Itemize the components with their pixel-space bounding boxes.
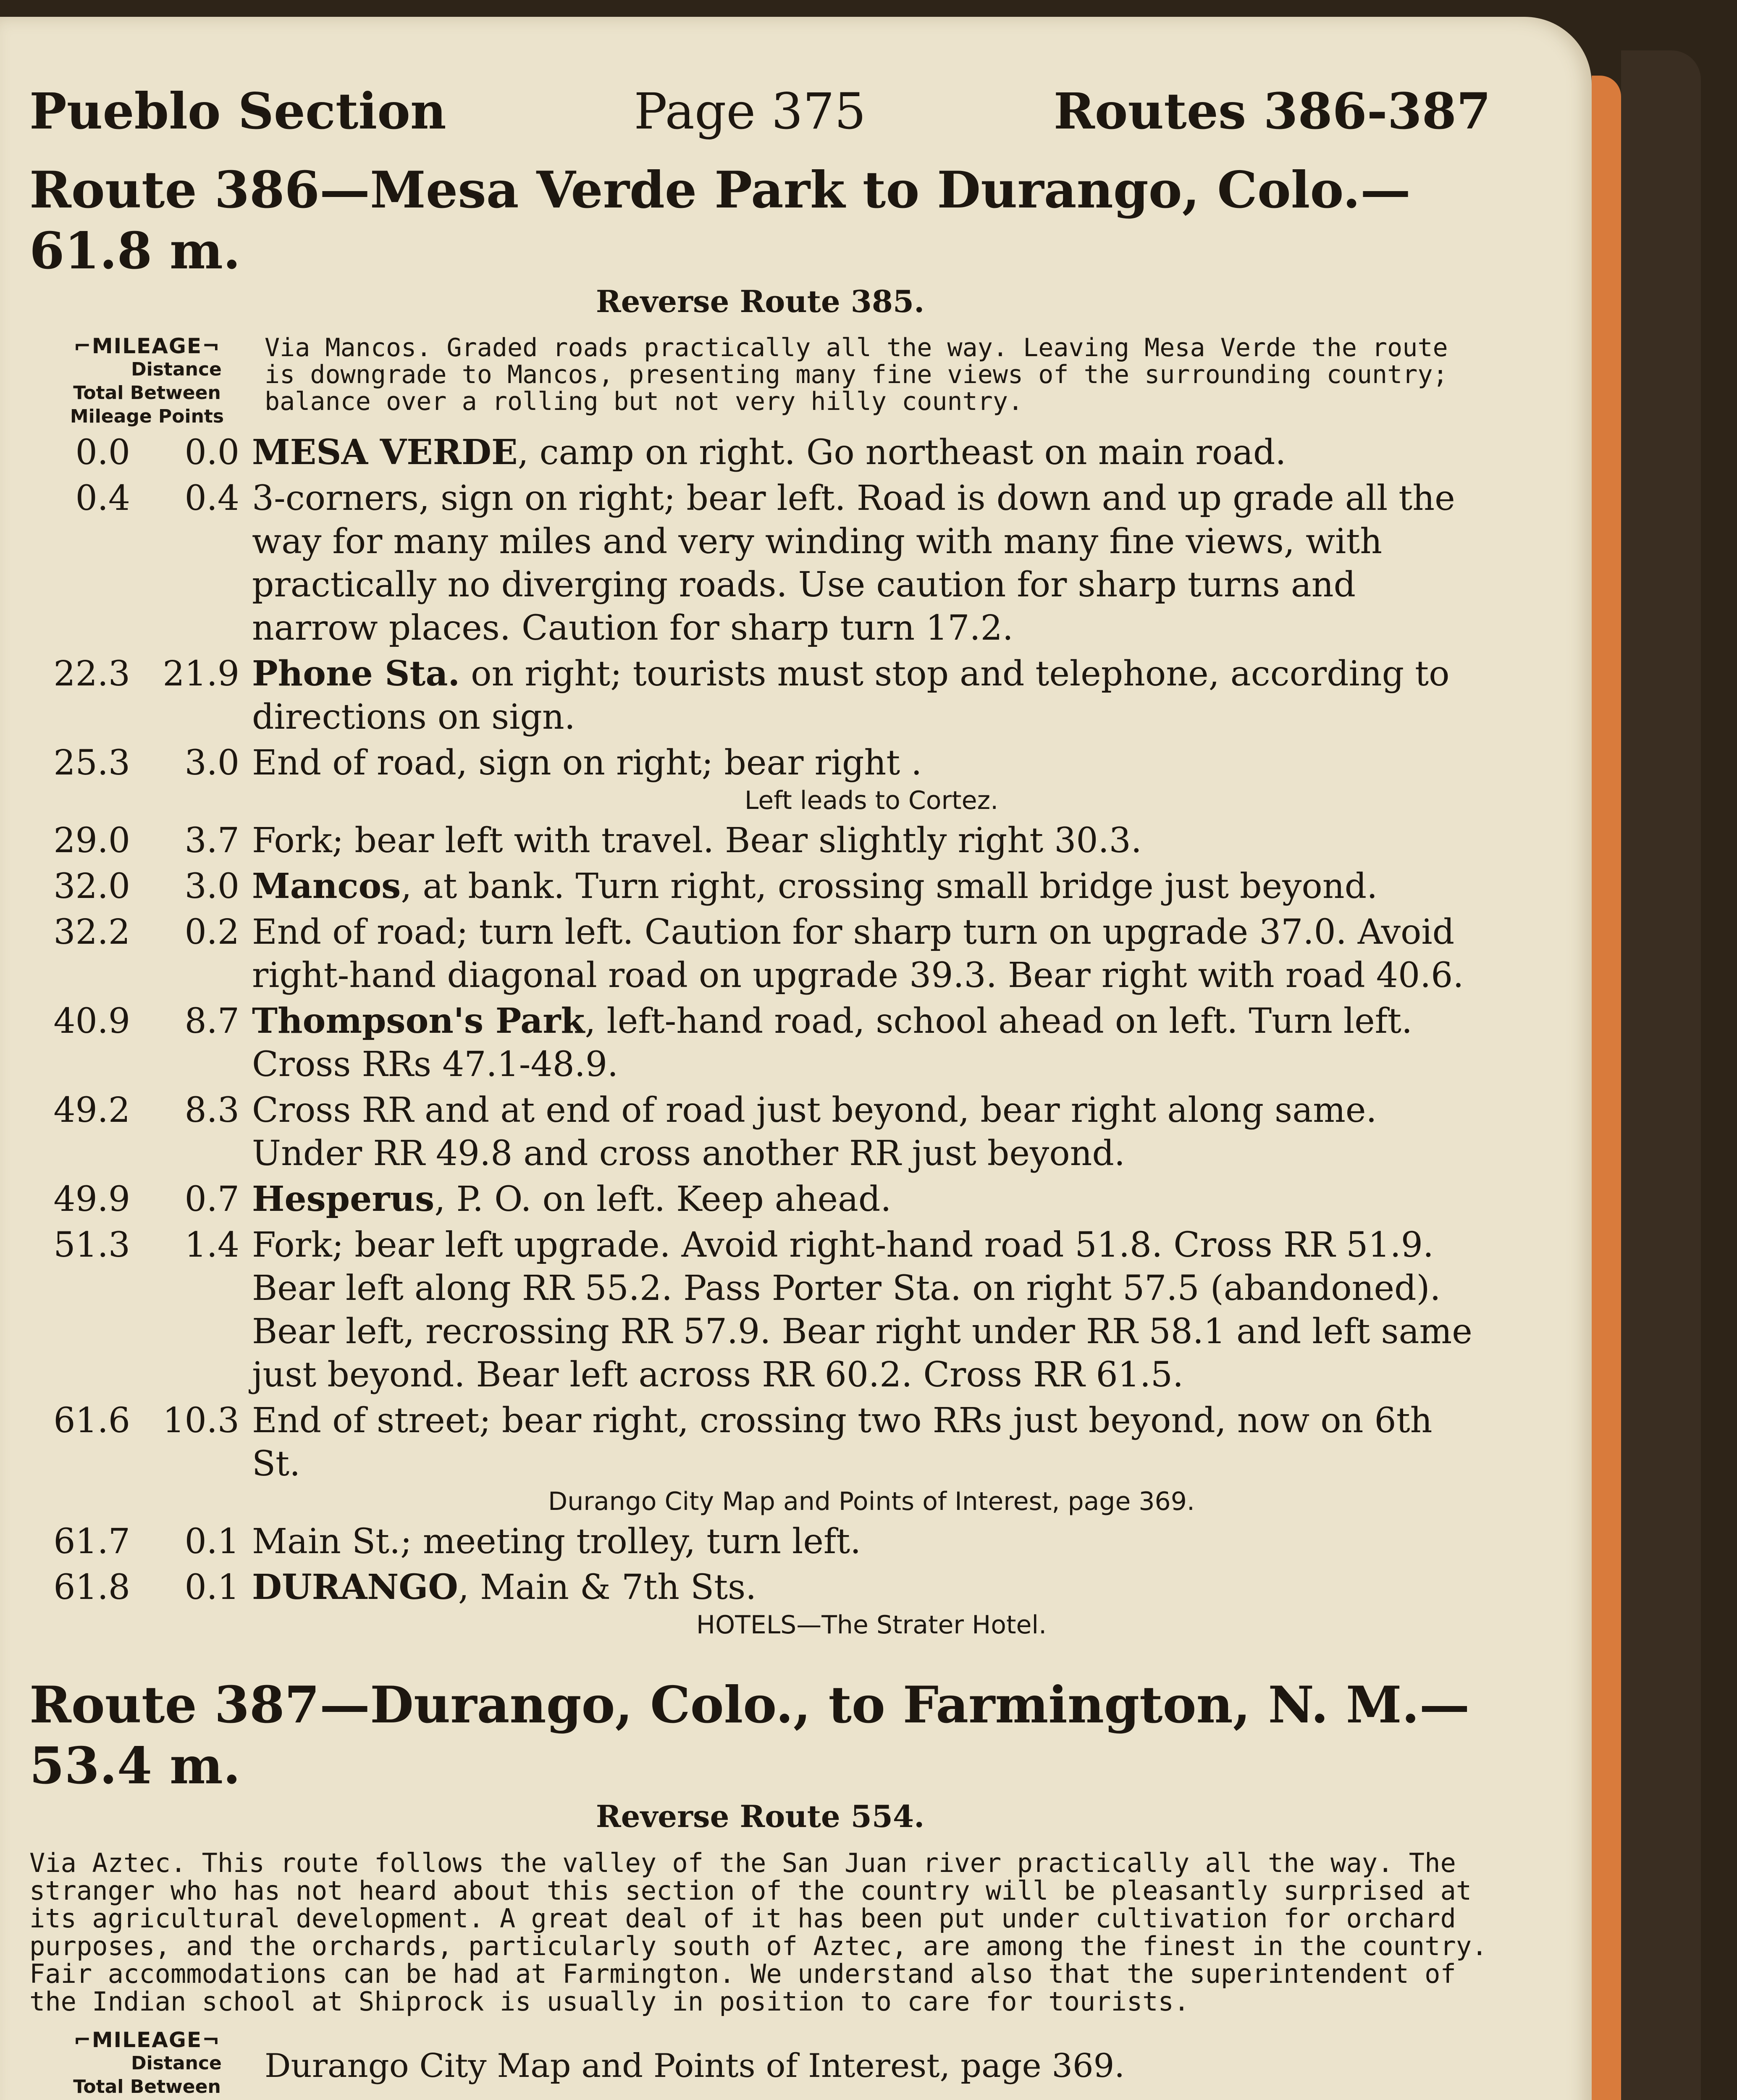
distance-between: 1.4 [184,1225,239,1265]
distance-between: 0.0 [184,433,239,472]
distance-between: 10.3 [163,1401,239,1441]
distance-between: 0.7 [184,1179,239,1219]
mileage-entry [29,1520,1491,1563]
direction-detail: Fork; bear left with travel. Bear slightly right 30.3. [252,821,1142,861]
direction-detail: Fork; bear left upgrade. Avoid right-hand road 51.8. Cross RR 51.9. Bear left along RR 55.2. Pass Porter Sta. on right 57.5 (abandoned). Bear left, recrossing RR 57.9. Bear right under RR 58.1 and left same just beyond. Bear left across RR 60.2. Cross RR 61.5. [252,1225,1472,1395]
total-mileage: 0.4 [75,478,130,518]
direction-detail: End of road; turn left. Caution for sharp turn on upgrade 37.0. Avoid right-hand diagonal road on upgrade 39.3. Bear right with road 40.6. [252,912,1464,995]
entry-note: HOTELS—The Strater Hotel. [696,1610,1047,1640]
distance-between: 0.2 [184,912,239,952]
entry-note: Durango City Map and Points of Interest, page 369. [548,1487,1195,1516]
total-mileage: 32.0 [53,866,130,906]
distance-between: 0.4 [184,478,239,518]
distance-between: 3.0 [184,866,239,906]
mileage-entry [29,477,1491,650]
total-mileage: 61.8 [53,1567,130,1607]
running-head [29,80,1491,143]
total-mileage: 40.9 [53,1001,130,1041]
place-name: Hesperus [252,1179,435,1219]
total-mileage: 25.3 [53,743,130,783]
direction-text [252,1223,1491,1396]
direction-text [252,1000,1491,1086]
mileage-entry [29,1089,1491,1175]
total-mileage: 61.7 [53,1522,130,1562]
place-name: Phone Sta. [252,654,460,694]
direction-detail: End of street; bear right, crossing two RRs just beyond, now on 6th St. [252,1401,1433,1484]
route-key-row [29,2028,1491,2100]
total-mileage: 51.3 [53,1225,130,1265]
mileage-entry [29,819,1491,862]
direction-text [252,819,1142,862]
page-number: Page 375 [634,82,866,140]
mileage-key-total: Total [73,2076,124,2097]
direction-detail: End of road, sign on right; bear right . [252,743,922,783]
mileage-entry [29,1000,1491,1086]
direction-text [252,1178,891,1221]
mileage-key-between: Between [130,2076,221,2097]
route-entries [29,431,1491,1641]
reverse-route: Reverse Route 554. [596,1798,925,1834]
route-intro [29,334,1491,428]
route-accommodations: Fair accommodations can be had at Farmington. We understand also that the superintendent of the Indian school at Shiprock is usually in position to care for tourists. [29,1958,1456,2017]
total-mileage: 61.6 [53,1401,130,1441]
direction-text [252,1566,756,1609]
direction-detail: , camp on right. Go northeast on main road. [517,433,1286,472]
mileage-entry [29,1178,1491,1221]
route-description: Via Mancos. Graded roads practically all the way. Leaving Mesa Verde the route is downgrade to Mancos, presenting many fine views of the surrounding country; balance over a rolling but not very hilly country. [265,333,1448,416]
direction-detail: , at bank. Turn right, crossing small bridge just beyond. [401,866,1378,906]
route-386 [29,160,1491,1641]
city-map-reference: Durango City Map and Points of Interest, page 369. [265,2047,1125,2085]
route-387 [29,1675,1491,2100]
direction-detail: Cross RR and at end of road just beyond, bear right along same. Under RR 49.8 and cross another RR just beyond. [252,1090,1377,1173]
direction-text [252,741,922,785]
direction-detail: 3-corners, sign on right; bear left. Road is down and up grade all the way for many miles and very winding with many fine views, with practically no diverging roads. Use caution for sharp turns and narrow places. Caution for sharp turn 17.2. [252,478,1455,648]
direction-detail: , P. O. on left. Keep ahead. [434,1179,892,1219]
entry-note: Left leads to Cortez. [744,786,999,815]
mileage-key-between: Between [130,382,221,404]
section-name: Pueblo Section [29,82,446,140]
direction-detail: , Main & 7th Sts. [458,1567,757,1607]
mileage-entry [29,1223,1491,1396]
total-mileage: 32.2 [53,912,130,952]
place-name: DURANGO [252,1567,458,1607]
total-mileage: 0.0 [75,433,130,472]
place-name: MESA VERDE [252,432,518,472]
mileage-entry [29,911,1491,997]
direction-detail: Main St.; meeting trolley, turn left. [252,1522,861,1562]
mileage-key-total: Total [73,382,124,404]
mileage-entry [29,865,1491,908]
mileage-entry [29,431,1491,474]
total-mileage: 29.0 [53,821,130,861]
direction-text [252,911,1491,997]
route-description: Via Aztec. This route follows the valley of the San Juan river practically all the way. The stranger who has not heard about this section of the country will be pleasantly surprised at its agricultural development. A great deal of it has been put under cultivation for orchard purposes, and the orchards, particularly south of Aztec, are among the finest in the country. [29,1848,1488,1961]
route-title: Route 387—Durango, Colo., to Farmington, N. M.—53.4 m. [29,1675,1470,1796]
direction-text [252,477,1491,650]
page-content [29,80,1491,2100]
mileage-key: ⌐MILEAGE¬ Distance Total Between Mileage Points [70,334,224,427]
mileage-entry [29,652,1491,739]
distance-between: 0.1 [184,1522,239,1562]
book-spine-edge [1621,50,1701,2100]
mileage-entry [29,741,1491,785]
total-mileage: 22.3 [53,654,130,694]
distance-between: 21.9 [163,654,239,694]
mileage-key-title: MILEAGE [92,334,202,358]
route-range: Routes 386-387 [1053,82,1491,140]
direction-text [252,1520,861,1563]
direction-text [252,1399,1491,1486]
direction-text [252,431,1286,474]
mileage-key-distance: Distance [131,359,222,380]
total-mileage: 49.2 [53,1090,130,1130]
direction-detail: , left-hand road, school ahead on left. Turn left. Cross RRs 47.1-48.9. [252,1001,1413,1084]
reverse-route: Reverse Route 385. [596,284,925,319]
place-name: Mancos [252,866,401,906]
distance-between: 0.1 [184,1567,239,1607]
page-edge-gilt [1592,76,1621,2100]
route-title: Route 386—Mesa Verde Park to Durango, Colo.—61.8 m. [29,160,1411,281]
distance-between: 3.7 [184,821,239,861]
mileage-entry [29,1566,1491,1609]
mileage-entry [29,1399,1491,1486]
mileage-key-distance: Distance [131,2053,222,2074]
distance-between: 3.0 [184,743,239,783]
book-page [0,17,1592,2100]
mileage-key-mileage: Mileage [70,406,152,427]
direction-text [252,1089,1491,1175]
place-name: Thompson's Park [252,1001,585,1041]
direction-text [252,652,1491,739]
mileage-key-title: MILEAGE [92,2028,202,2052]
distance-between: 8.3 [184,1090,239,1130]
total-mileage: 49.9 [53,1179,130,1219]
direction-text [252,865,1378,908]
direction-detail: on right; tourists must stop and telephone, according to directions on sign. [252,654,1450,737]
mileage-key-points: Points [158,406,224,427]
distance-between: 8.7 [184,1001,239,1041]
mileage-key: ⌐MILEAGE¬ Distance Total Between [29,2028,265,2100]
